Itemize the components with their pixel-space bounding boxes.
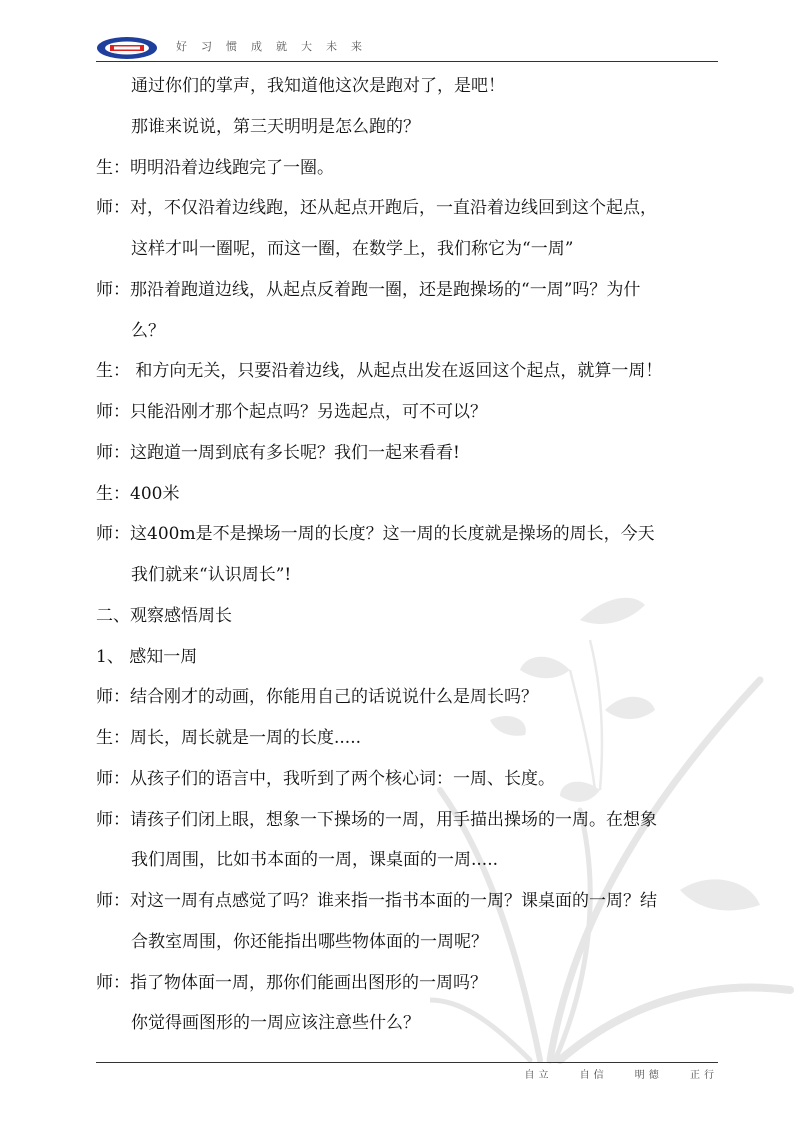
line-text: 通过你们的掌声，我知道他这次是跑对了，是吧！ (131, 76, 505, 96)
line-text: 对这一周有点感觉了吗？谁来指一指书本面的一周？课桌面的一周？结 (130, 891, 657, 911)
line-text: 么？ (131, 320, 165, 341)
transcript-line (96, 881, 736, 922)
line-text: 二、观察感悟周长 (96, 605, 232, 626)
line-text: 只能沿刚才那个起点吗？另选起点，可不可以？ (130, 402, 487, 422)
transcript-line (96, 963, 736, 1004)
line-text: 合教室周围，你还能指出哪些物体面的一周呢？ (131, 931, 488, 952)
transcript-line (96, 229, 736, 270)
speaker-label: 生： (96, 157, 130, 178)
transcript-line (96, 351, 736, 392)
line-text: 1、 感知一周 (96, 646, 198, 667)
speaker-label: 师： (96, 442, 130, 463)
transcript-line (96, 188, 736, 229)
speaker-label: 师： (96, 687, 130, 708)
transcript-line (96, 514, 736, 555)
speaker-label: 生： (96, 483, 130, 504)
transcript-line (96, 922, 736, 963)
line-text: 这400m是不是操场一周的长度？这一周的长度就是操场的周长，今天 (130, 524, 655, 545)
footer-motto: 自立 自信 明德 正行 (524, 1070, 718, 1081)
speaker-label: 生： (96, 361, 130, 382)
speaker-label: 师： (96, 279, 130, 300)
speaker-label: 生： (96, 728, 130, 748)
line-text: 对，不仅沿着边线跑，还从起点开跑后，一直沿着边线回到这个起点， (130, 198, 657, 219)
transcript-line (96, 107, 736, 148)
transcript-line (96, 311, 736, 352)
line-text: 那沿着跑道边线，从起点反着跑一圈，还是跑操场的“一周”吗？为什 (130, 279, 641, 300)
line-text: 那谁来说说，第三天明明是怎么跑的？ (131, 116, 420, 137)
line-text: 这跑道一周到底有多长呢？我们一起来看看! (130, 442, 460, 463)
transcript-line (96, 677, 736, 718)
line-text: 请孩子们闭上眼，想象一下操场的一周，用手描出操场的一周。在想象 (130, 809, 657, 830)
line-text: 400米 (130, 483, 180, 504)
transcript-line (96, 718, 736, 759)
page-header (96, 28, 718, 62)
line-text: 指了物体面一周，那你们能画出图形的一周吗？ (130, 972, 487, 993)
header-motto: 好习惯成就大未来 (176, 40, 376, 53)
footer-divider (96, 1062, 718, 1063)
line-text: 和方向无关，只要沿着边线，从起点出发在返回这个起点，就算一周！ (130, 361, 663, 382)
speaker-label: 师： (96, 972, 130, 993)
speaker-label: 师： (96, 809, 130, 830)
line-text: 你觉得画图形的一周应该注意些什么？ (131, 1013, 420, 1034)
transcript-line (96, 270, 736, 311)
transcript-line (96, 800, 736, 841)
line-text: 我们周围，比如书本面的一周，课桌面的一周..... (131, 850, 499, 871)
transcript-line (96, 637, 736, 678)
transcript-line (96, 433, 736, 474)
transcript-line (96, 1003, 736, 1044)
transcript-line (96, 555, 736, 596)
speaker-label: 师： (96, 198, 130, 219)
speaker-label: 师： (96, 524, 130, 545)
header-divider (96, 61, 718, 62)
school-logo-icon (96, 36, 158, 60)
line-text: 周长，周长就是一周的长度..... (130, 728, 362, 748)
line-text: 我们就来“认识周长”! (131, 565, 292, 585)
speaker-label: 师： (96, 402, 130, 422)
transcript-line (96, 474, 736, 515)
transcript-line (96, 148, 736, 189)
speaker-label: 师： (96, 891, 130, 911)
line-text: 结合刚才的动画，你能用自己的话说说什么是周长吗？ (130, 687, 538, 708)
transcript-line (96, 392, 736, 433)
transcript-line (96, 66, 736, 107)
line-text: 明明沿着边线跑完了一圈。 (130, 157, 334, 178)
transcript-line (96, 759, 736, 800)
transcript-line (96, 596, 736, 637)
lesson-transcript (96, 66, 736, 1044)
speaker-label: 师： (96, 768, 130, 789)
line-text: 这样才叫一圈呢，而这一圈，在数学上，我们称它为“一周” (131, 239, 574, 259)
transcript-line (96, 840, 736, 881)
line-text: 从孩子们的语言中，我听到了两个核心词：一周、长度。 (130, 768, 555, 789)
